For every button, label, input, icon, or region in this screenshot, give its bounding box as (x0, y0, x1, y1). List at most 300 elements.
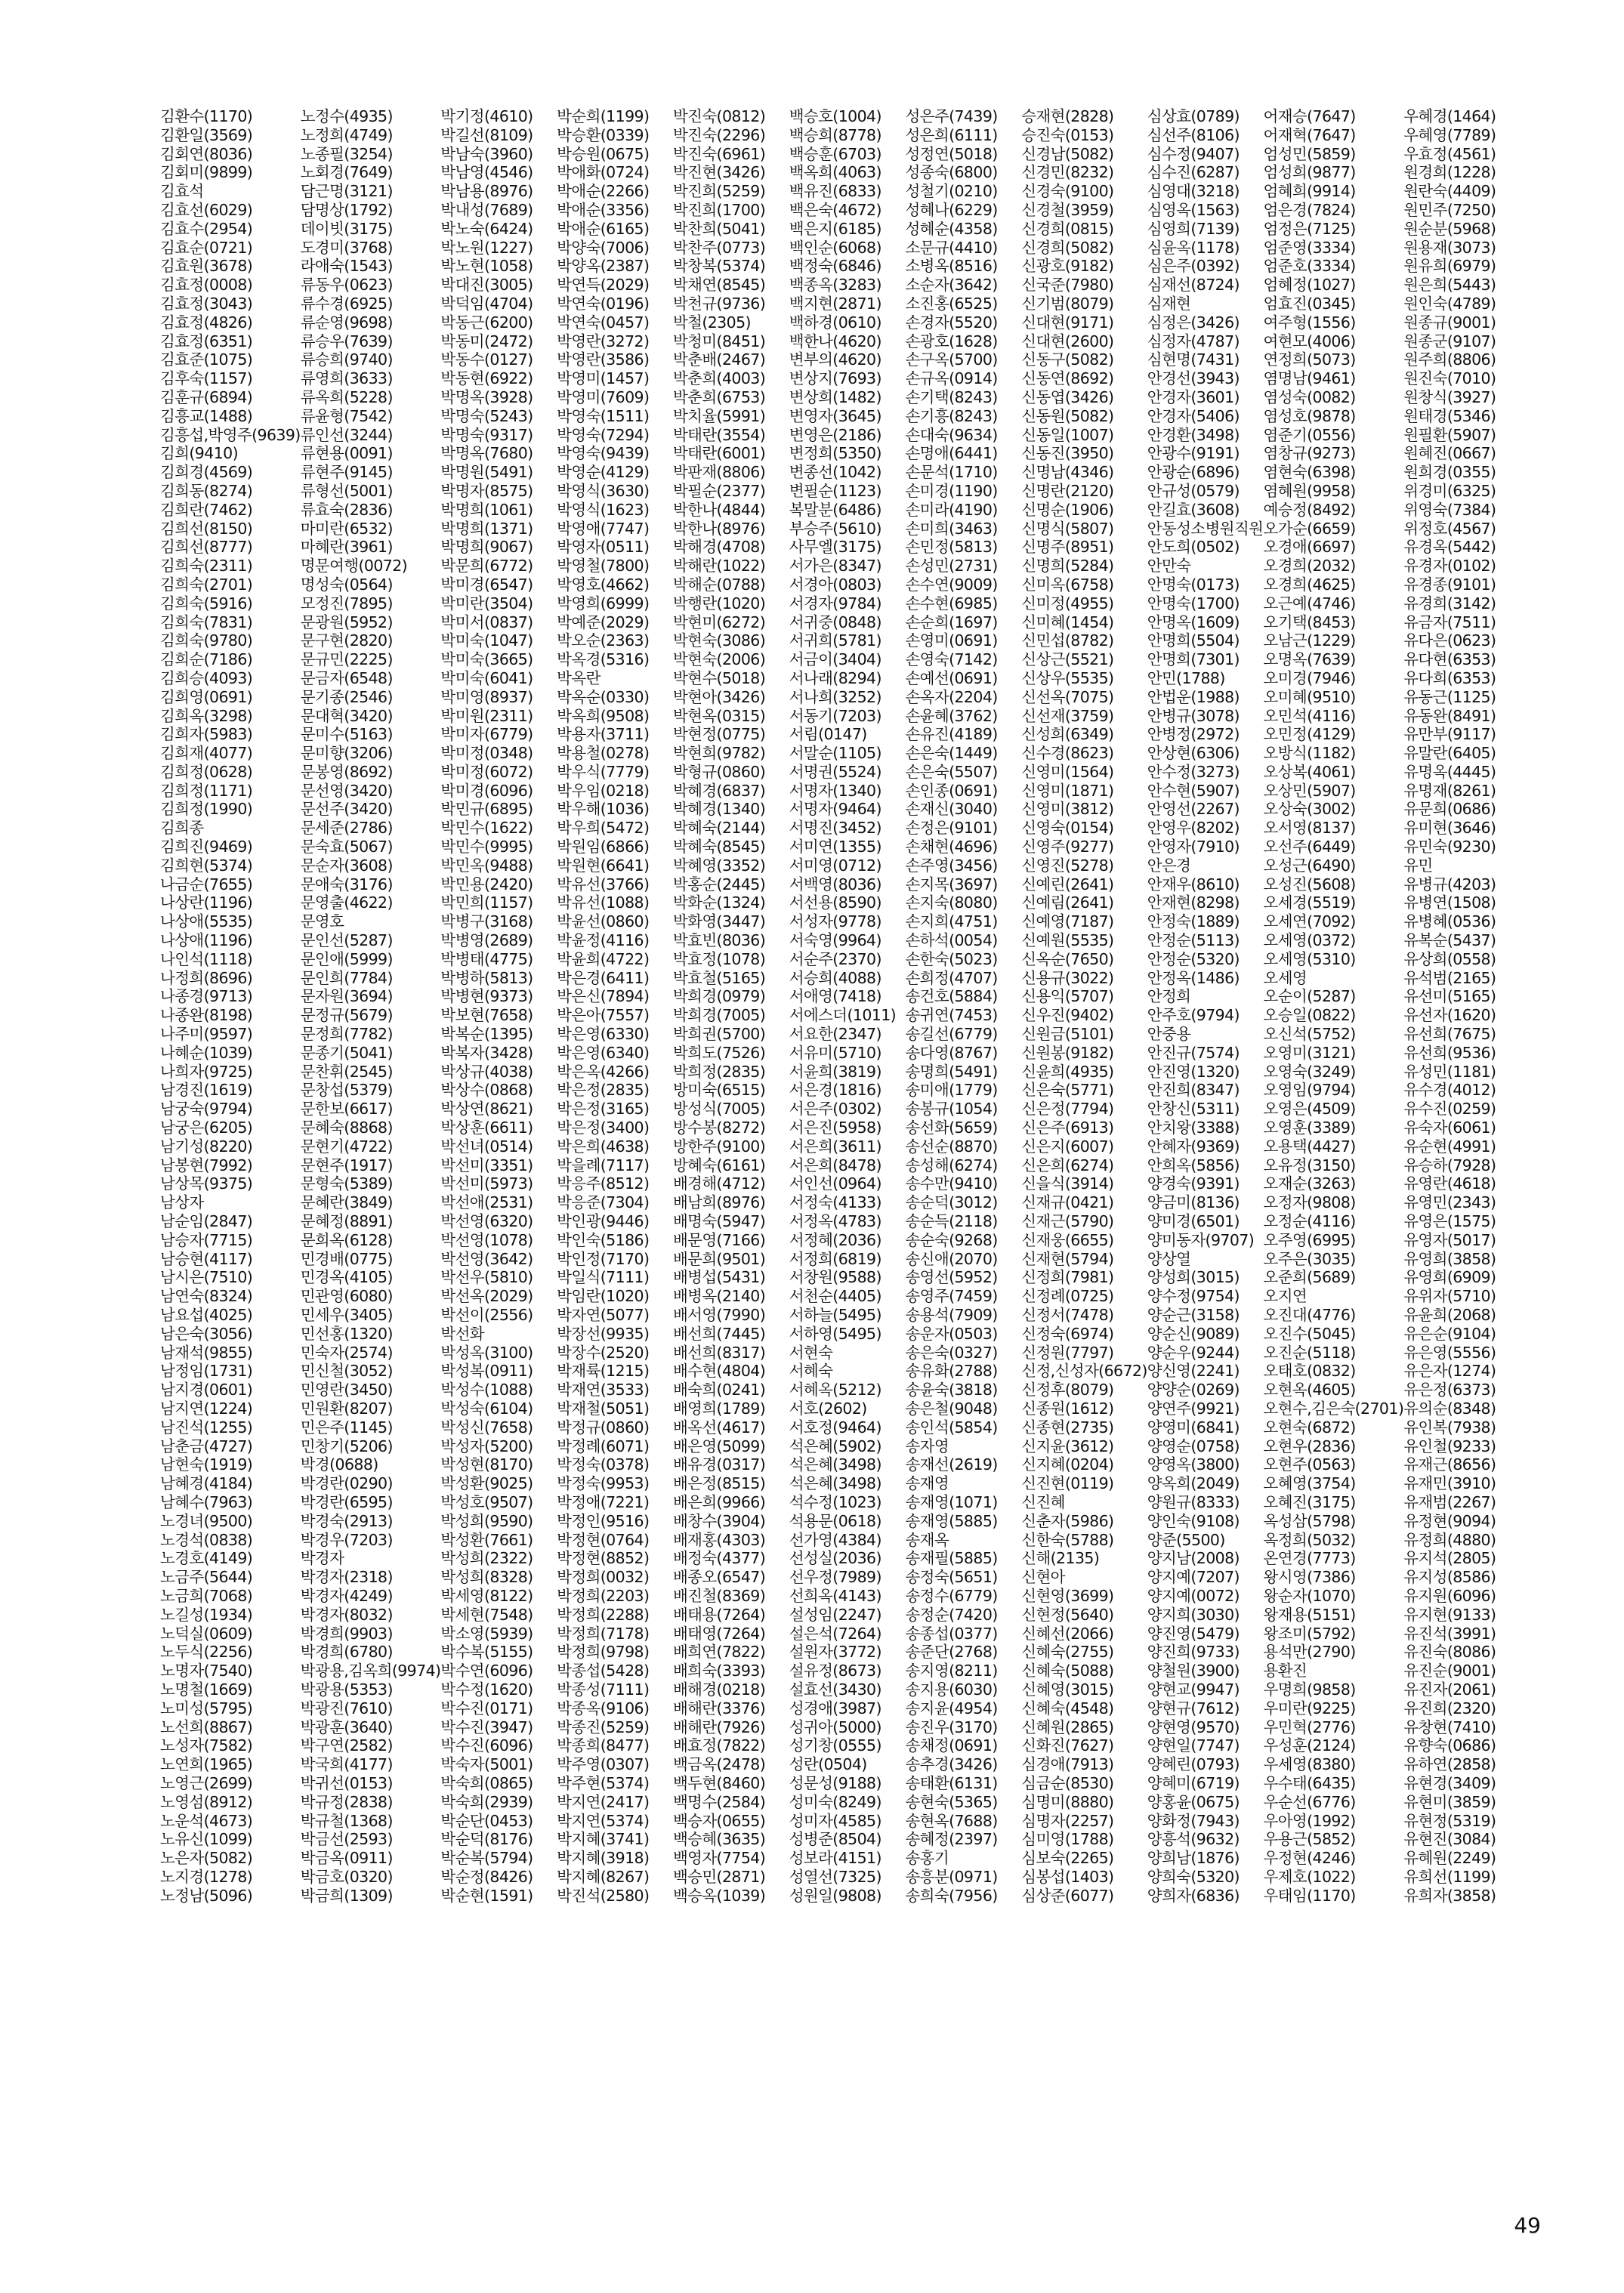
name-entry: 엄정은(7125) (1263, 219, 1356, 238)
name-entry: 서하영(5495) (789, 1324, 881, 1343)
name-entry: 박영식(1623) (557, 500, 650, 519)
name-entry: 성귀아(5000) (789, 1717, 881, 1736)
name-entry: 배경해(4712) (672, 1174, 766, 1193)
name-entry: 유경희(3142) (1403, 594, 1496, 613)
name-entry: 박진희(1700) (672, 200, 766, 219)
name-entry: 원태경(5346) (1403, 406, 1496, 425)
name-entry: 박순현(1591) (440, 1886, 533, 1905)
name-entry: 박유선(1088) (557, 893, 650, 912)
name-entry: 신동엽(3426) (1021, 387, 1114, 406)
name-entry: 백승혜(3635) (672, 1830, 766, 1849)
name-entry: 문종기(5041) (300, 1043, 393, 1062)
name-entry: 오경희(2032) (1263, 557, 1356, 576)
name-entry: 송순덕(3012) (905, 1193, 998, 1212)
name-entry: 손규옥(0914) (905, 369, 998, 388)
name-entry: 송태환(6131) (905, 1773, 998, 1792)
name-entry: 박숙희(2939) (440, 1792, 533, 1811)
name-entry: 신동진(3950) (1021, 444, 1114, 463)
name-entry: 박미원(2311) (440, 706, 533, 725)
name-entry: 배희숙(3393) (672, 1662, 766, 1680)
name-entry: 노두식(2256) (160, 1643, 253, 1662)
name-entry: 박정숙(9953) (557, 1474, 650, 1493)
name-entry: 민은주(1145) (300, 1418, 393, 1437)
name-entry: 원경희(1228) (1403, 163, 1496, 182)
name-entry: 유은정(6373) (1403, 1381, 1496, 1400)
name-entry: 박재연(3533) (557, 1381, 650, 1400)
name-entry: 배유경(0317) (672, 1455, 766, 1474)
name-entry: 박현옥(0315) (672, 706, 766, 725)
name-entry: 박오순(2363) (557, 631, 650, 650)
name-entry: 박장선(9935) (557, 1324, 650, 1343)
name-entry: 유동완(8491) (1403, 706, 1496, 725)
name-entry: 양현일(7747) (1147, 1736, 1240, 1755)
name-entry: 김효선(6029) (160, 200, 253, 219)
name-entry: 송자영 (905, 1437, 949, 1455)
name-entry: 류형선(5001) (300, 481, 393, 500)
name-entry: 신우진(9402) (1021, 1006, 1114, 1025)
name-entry: 박우희(5472) (557, 819, 650, 838)
name-entry: 양신영(2241) (1147, 1362, 1240, 1381)
name-entry: 오순이(5287) (1263, 987, 1356, 1006)
name-entry: 유선희(9536) (1403, 1043, 1496, 1062)
name-entry: 유희자(3858) (1403, 1886, 1496, 1905)
name-entry: 유미현(3646) (1403, 819, 1496, 838)
name-entry: 문형숙(5389) (300, 1174, 393, 1193)
name-entry: 배문영(7166) (672, 1230, 766, 1249)
name-entry: 배서영(7990) (672, 1306, 766, 1324)
name-entry: 박원임(6866) (557, 838, 650, 856)
name-entry: 신재웅(6655) (1021, 1230, 1114, 1249)
name-entry: 문세준(2786) (300, 819, 393, 838)
name-entry: 신명주(8951) (1021, 538, 1114, 557)
name-entry: 원유희(6979) (1403, 257, 1496, 276)
name-entry: 송수만(9410) (905, 1174, 998, 1193)
name-entry: 송영선(5952) (905, 1268, 998, 1287)
name-entry: 박광용(5353) (300, 1680, 393, 1699)
name-entry: 박은신(7894) (557, 987, 650, 1006)
name-entry: 오재순(3263) (1263, 1174, 1356, 1193)
name-entry: 심선주(8106) (1147, 125, 1240, 144)
name-entry: 송재영 (905, 1474, 949, 1493)
name-entry: 송은숙(0327) (905, 1343, 998, 1362)
name-entry: 안창신(5311) (1147, 1100, 1240, 1119)
name-entry: 원필환(5907) (1403, 425, 1496, 444)
name-entry: 신은주(6913) (1021, 1119, 1114, 1137)
name-entry: 남궁은(6205) (160, 1119, 253, 1137)
name-entry: 문규민(2225) (300, 650, 393, 669)
name-entry: 손지숙(8080) (905, 893, 998, 912)
name-entry: 박애순(2266) (557, 182, 650, 201)
name-entry: 나주미(9597) (160, 1025, 253, 1044)
name-entry: 박현수(5018) (672, 668, 766, 687)
name-entry: 손문석(1710) (905, 463, 998, 482)
name-entry: 박응주(8512) (557, 1174, 650, 1193)
name-entry: 박경자 (300, 1549, 344, 1568)
name-entry: 배병옥(2140) (672, 1287, 766, 1306)
name-entry: 박명원(5491) (440, 463, 533, 482)
name-entry: 양영옥(3800) (1147, 1455, 1240, 1474)
name-entry: 신예림(2641) (1021, 893, 1114, 912)
name-entry: 송추경(3426) (905, 1755, 998, 1774)
name-entry: 백금옥(2478) (672, 1755, 766, 1774)
name-entry: 백승희(8778) (789, 125, 881, 144)
name-entry: 손미경(1190) (905, 481, 998, 500)
name-entry: 박성환(7661) (440, 1530, 533, 1549)
name-entry: 신명희(5284) (1021, 557, 1114, 576)
name-entry: 설효선(3430) (789, 1680, 881, 1699)
name-entry: 오성진(5608) (1263, 875, 1356, 893)
name-entry: 박영미(7609) (557, 387, 650, 406)
name-entry: 오정순(4116) (1263, 1212, 1356, 1231)
name-entry: 배병섭(5431) (672, 1268, 766, 1287)
name-entry: 변종선(1042) (789, 463, 881, 482)
name-entry: 박은정(3400) (557, 1119, 650, 1137)
name-entry: 염창규(9273) (1263, 444, 1356, 463)
name-entry: 우용근(5852) (1263, 1830, 1356, 1849)
name-entry: 송영주(7459) (905, 1287, 998, 1306)
name-entry: 배재홍(4303) (672, 1530, 766, 1549)
name-entry: 양옥희(2049) (1147, 1474, 1240, 1493)
name-entry: 심명미(8880) (1021, 1792, 1114, 1811)
name-entry: 신혜선(2066) (1021, 1624, 1114, 1643)
name-entry: 방성식(7005) (672, 1100, 766, 1119)
name-entry: 노경녀(9500) (160, 1511, 253, 1530)
name-entry: 서동기(7203) (789, 706, 881, 725)
name-entry: 신명란(2120) (1021, 481, 1114, 500)
name-entry: 백정숙(6846) (789, 257, 881, 276)
name-entry: 유영희(6909) (1403, 1268, 1496, 1287)
name-entry: 배은정(8515) (672, 1474, 766, 1493)
name-entry: 안중용 (1147, 1025, 1191, 1044)
name-entry: 나상애(1196) (160, 931, 253, 950)
name-entry: 변상지(7693) (789, 369, 881, 388)
name-entry: 신예린(2641) (1021, 875, 1114, 893)
name-entry: 오상숙(3002) (1263, 800, 1356, 819)
name-entry: 박애순(3356) (557, 200, 650, 219)
name-entry: 문자원(3694) (300, 987, 393, 1006)
name-entry: 안명희(7301) (1147, 650, 1240, 669)
name-entry: 박세현(7548) (440, 1605, 533, 1624)
name-entry: 양철원(3900) (1147, 1662, 1240, 1680)
name-entry: 박병구(3168) (440, 912, 533, 931)
name-entry: 신선재(3759) (1021, 706, 1114, 725)
name-entry: 송재선(2619) (905, 1455, 998, 1474)
name-entry: 안정옥(1486) (1147, 968, 1240, 987)
name-entry: 박진석(2580) (557, 1886, 650, 1905)
name-entry: 양지희(3030) (1147, 1605, 1240, 1624)
name-entry: 나상란(1196) (160, 893, 253, 912)
name-entry: 마혜란(3961) (300, 538, 393, 557)
name-entry: 유수경(4012) (1403, 1081, 1496, 1100)
name-entry: 손인종(0691) (905, 781, 998, 800)
name-entry: 유경옥(5442) (1403, 538, 1496, 557)
name-entry: 양미경(6501) (1147, 1212, 1240, 1231)
name-entry: 나정희(8696) (160, 968, 253, 987)
name-entry: 박경희(6780) (300, 1643, 393, 1662)
name-entry: 노미성(5795) (160, 1699, 253, 1717)
name-entry: 유명옥(4445) (1403, 762, 1496, 781)
name-entry: 우성훈(2124) (1263, 1736, 1356, 1755)
name-entry: 송용석(7909) (905, 1306, 998, 1324)
name-entry: 박승환(0339) (557, 125, 650, 144)
name-entry: 유현경(3409) (1403, 1773, 1496, 1792)
name-entry: 안정순(5320) (1147, 949, 1240, 968)
name-entry: 박해순(0788) (672, 575, 766, 594)
name-entry: 신윤희(4935) (1021, 1062, 1114, 1081)
name-entry: 유영민(2343) (1403, 1193, 1496, 1212)
name-entry: 박정현(0764) (557, 1530, 650, 1549)
name-entry: 용환진 (1263, 1662, 1308, 1680)
name-entry: 문정규(5679) (300, 1006, 393, 1025)
name-entry: 원창식(3927) (1403, 387, 1496, 406)
name-entry: 신은희(6274) (1021, 1156, 1114, 1174)
name-column-3 (440, 107, 557, 2162)
name-entry: 심수진(6287) (1147, 163, 1240, 182)
name-entry: 송윤숙(3818) (905, 1381, 998, 1400)
name-entry: 박성숙(6104) (440, 1399, 533, 1418)
name-entry: 박성환(9025) (440, 1474, 533, 1493)
name-entry: 류승우(7639) (300, 332, 393, 350)
name-entry: 류옥희(5228) (300, 387, 393, 406)
name-entry: 신은숙(5771) (1021, 1081, 1114, 1100)
name-entry: 박경자(4249) (300, 1586, 393, 1605)
name-entry: 오현숙(6872) (1263, 1418, 1356, 1437)
name-entry: 유명재(8261) (1403, 781, 1496, 800)
name-entry: 박희권(5700) (672, 1025, 766, 1044)
name-entry: 유민 (1403, 856, 1433, 875)
name-entry: 방수봉(8272) (672, 1119, 766, 1137)
name-entry: 승재현(2828) (1021, 107, 1114, 125)
name-entry: 박미정(6072) (440, 762, 533, 781)
name-entry: 석은혜(3498) (789, 1455, 881, 1474)
name-entry: 안길효(3608) (1147, 500, 1240, 519)
name-entry: 우세영(8380) (1263, 1755, 1356, 1774)
name-entry: 신영주(9277) (1021, 838, 1114, 856)
name-entry: 손채현(4696) (905, 838, 998, 856)
name-entry: 박영숙(9439) (557, 444, 650, 463)
name-entry: 박구연(2582) (300, 1736, 393, 1755)
name-entry: 박상수(0868) (440, 1081, 533, 1100)
name-entry: 서선용(8590) (789, 893, 881, 912)
name-entry: 박복순(1395) (440, 1025, 533, 1044)
name-entry: 여현모(4006) (1263, 332, 1356, 350)
name-entry: 우혜경(1464) (1403, 107, 1496, 125)
name-entry: 설성임(2247) (789, 1605, 881, 1624)
name-entry: 손미희(3463) (905, 519, 998, 538)
name-entry: 송재영(1071) (905, 1492, 998, 1511)
name-entry: 신명남(4346) (1021, 463, 1114, 482)
name-entry: 심미영(1788) (1021, 1830, 1114, 1849)
name-entry: 양진희(9733) (1147, 1643, 1240, 1662)
name-entry: 신경철(3959) (1021, 200, 1114, 219)
name-entry: 안규성(0579) (1147, 481, 1240, 500)
name-entry: 오현수,김은숙(2701) (1263, 1399, 1404, 1418)
name-entry: 민영란(3450) (300, 1381, 393, 1400)
name-entry: 박선옥(2029) (440, 1287, 533, 1306)
name-entry: 유복순(5437) (1403, 931, 1496, 950)
name-entry: 신정희(7981) (1021, 1268, 1114, 1287)
name-entry: 원주희(8806) (1403, 350, 1496, 369)
name-entry: 안영자(7910) (1147, 838, 1240, 856)
name-entry: 박귀선(0153) (300, 1773, 393, 1792)
name-entry: 백한나(4620) (789, 332, 881, 350)
name-entry: 김희숙(2311) (160, 557, 253, 576)
name-entry: 문봉영(8692) (300, 762, 393, 781)
name-entry: 유지원(6096) (1403, 1586, 1496, 1605)
name-entry: 안명옥(1609) (1147, 613, 1240, 631)
name-entry: 박보현(7658) (440, 1006, 533, 1025)
name-entry: 신상근(5521) (1021, 650, 1114, 669)
name-entry: 송종섭(0377) (905, 1624, 998, 1643)
name-entry: 방혜숙(6161) (672, 1156, 766, 1174)
name-entry: 오성근(6490) (1263, 856, 1356, 875)
name-entry: 김희숙(5916) (160, 594, 253, 613)
name-entry: 서정옥(4783) (789, 1212, 881, 1231)
name-entry: 손민정(5813) (905, 538, 998, 557)
name-entry: 박세영(8122) (440, 1586, 533, 1605)
name-entry: 송순숙(9268) (905, 1230, 998, 1249)
name-entry: 서정희(6819) (789, 1249, 881, 1268)
name-entry: 손대숙(9634) (905, 425, 998, 444)
name-entry: 유경종(9101) (1403, 575, 1496, 594)
name-entry: 박순단(0453) (440, 1811, 533, 1830)
name-entry: 남순임(2847) (160, 1212, 253, 1231)
name-entry: 김희영(0691) (160, 687, 253, 706)
name-entry: 신재현(5794) (1021, 1249, 1114, 1268)
name-entry: 유진자(2061) (1403, 1680, 1496, 1699)
name-entry: 송봉규(1054) (905, 1100, 998, 1119)
name-entry: 배해란(7926) (672, 1717, 766, 1736)
name-entry: 왕조미(5792) (1263, 1624, 1356, 1643)
name-entry: 손명애(6441) (905, 444, 998, 463)
name-entry: 도경미(3768) (300, 238, 393, 257)
name-entry: 박진희(5259) (672, 182, 766, 201)
name-entry: 박남용(8976) (440, 182, 533, 201)
name-entry: 박지연(5374) (557, 1811, 650, 1830)
name-entry: 서은경(1816) (789, 1081, 881, 1100)
name-entry: 서은진(5958) (789, 1119, 881, 1137)
name-entry: 심정자(4787) (1147, 332, 1240, 350)
name-entry: 송재옥 (905, 1530, 949, 1549)
name-entry: 박영숙(7294) (557, 425, 650, 444)
name-entry: 서금이(3404) (789, 650, 881, 669)
name-entry: 박정인(9516) (557, 1511, 650, 1530)
name-entry: 안희옥(5856) (1147, 1156, 1240, 1174)
name-entry: 오태호(0832) (1263, 1362, 1356, 1381)
name-entry: 유재범(2267) (1403, 1492, 1496, 1511)
name-entry: 서말순(1105) (789, 744, 881, 763)
name-entry: 신경희(0815) (1021, 219, 1114, 238)
name-entry: 신정,신성자(6672) (1021, 1362, 1147, 1381)
name-entry: 손지목(3697) (905, 875, 998, 893)
name-entry: 김효준(1075) (160, 350, 253, 369)
name-entry: 유인철(9233) (1403, 1437, 1496, 1455)
name-entry: 노영섬(8912) (160, 1792, 253, 1811)
name-entry: 박홍순(2445) (672, 875, 766, 893)
name-entry: 신동일(1007) (1021, 425, 1114, 444)
name-entry: 신영미(3812) (1021, 800, 1114, 819)
name-entry: 오선주(6449) (1263, 838, 1356, 856)
name-entry: 양홍윤(0675) (1147, 1792, 1240, 1811)
name-entry: 신예영(7187) (1021, 912, 1114, 931)
name-entry: 박장수(2520) (557, 1343, 650, 1362)
name-entry: 김희선(8777) (160, 538, 253, 557)
name-entry: 서경아(0803) (789, 575, 881, 594)
name-entry: 박우해(1036) (557, 800, 650, 819)
name-entry: 송진우(3170) (905, 1717, 998, 1736)
name-entry: 송신애(2070) (905, 1249, 998, 1268)
name-entry: 박대진(3005) (440, 276, 533, 295)
name-entry: 심정은(3426) (1147, 313, 1240, 332)
name-entry: 박명희(1371) (440, 519, 533, 538)
name-entry: 양인숙(9108) (1147, 1511, 1240, 1530)
name-entry: 송준단(2768) (905, 1643, 998, 1662)
name-entry: 서나래(8294) (789, 668, 881, 687)
name-entry: 우혜영(7789) (1403, 125, 1496, 144)
name-entry: 유영란(4618) (1403, 1174, 1496, 1193)
name-entry: 박민용(2420) (440, 875, 533, 893)
name-entry: 양순근(3158) (1147, 1306, 1240, 1324)
name-entry: 박철(2305) (672, 313, 751, 332)
name-entry: 박광용,김옥희(9974) (300, 1662, 441, 1680)
name-entry: 박명자(8575) (440, 481, 533, 500)
name-entry: 유정희(4880) (1403, 1530, 1496, 1549)
name-entry: 서승희(4088) (789, 968, 881, 987)
name-entry: 송유화(2788) (905, 1362, 998, 1381)
name-entry: 박성희(8328) (440, 1568, 533, 1587)
name-entry: 신해(2135) (1021, 1549, 1100, 1568)
page-number: 49 (1514, 2213, 1541, 2238)
name-entry: 문인희(7784) (300, 968, 393, 987)
name-entry: 박은옥(4266) (557, 1062, 650, 1081)
name-entry: 소문규(4410) (905, 238, 998, 257)
name-entry: 박덕임(4704) (440, 294, 533, 313)
name-entry: 남지경(0601) (160, 1381, 253, 1400)
name-entry: 손경자(5520) (905, 313, 998, 332)
name-entry: 서호(2602) (789, 1399, 867, 1418)
name-entry: 유인복(7938) (1403, 1418, 1496, 1437)
name-entry: 안민(1788) (1147, 668, 1225, 687)
name-entry: 남진석(1255) (160, 1418, 253, 1437)
name-entry: 서경자(9784) (789, 594, 881, 613)
name-entry: 오주영(6995) (1263, 1230, 1356, 1249)
name-entry: 박용철(0278) (557, 744, 650, 763)
name-entry: 박민수(1622) (440, 819, 533, 838)
donor-name-grid (160, 107, 1520, 2162)
name-entry: 남요섭(4025) (160, 1306, 253, 1324)
name-entry: 남재석(9855) (160, 1343, 253, 1362)
name-entry: 박효빈(8036) (672, 931, 766, 950)
name-entry: 안광순(6896) (1147, 463, 1240, 482)
name-entry: 양지남(2008) (1147, 1549, 1240, 1568)
name-entry: 유병혜(0536) (1403, 912, 1496, 931)
name-entry: 박경자(8032) (300, 1605, 393, 1624)
name-entry: 노영근(2699) (160, 1773, 253, 1792)
name-entry: 박자연(5077) (557, 1306, 650, 1324)
name-entry: 남상목(9375) (160, 1174, 253, 1193)
name-entry: 오신석(5752) (1263, 1025, 1356, 1044)
name-entry: 박판재(8806) (672, 463, 766, 482)
name-entry: 양성희(3015) (1147, 1268, 1240, 1287)
name-entry: 박선영(3642) (440, 1249, 533, 1268)
name-entry: 심재선(8724) (1147, 276, 1240, 295)
name-entry: 박병태(4775) (440, 949, 533, 968)
name-entry: 원진숙(7010) (1403, 369, 1496, 388)
name-entry: 변부의(4620) (789, 350, 881, 369)
name-entry: 박진현(3426) (672, 163, 766, 182)
name-entry: 신원봉(9182) (1021, 1043, 1114, 1062)
name-entry: 노종필(3254) (300, 144, 393, 163)
